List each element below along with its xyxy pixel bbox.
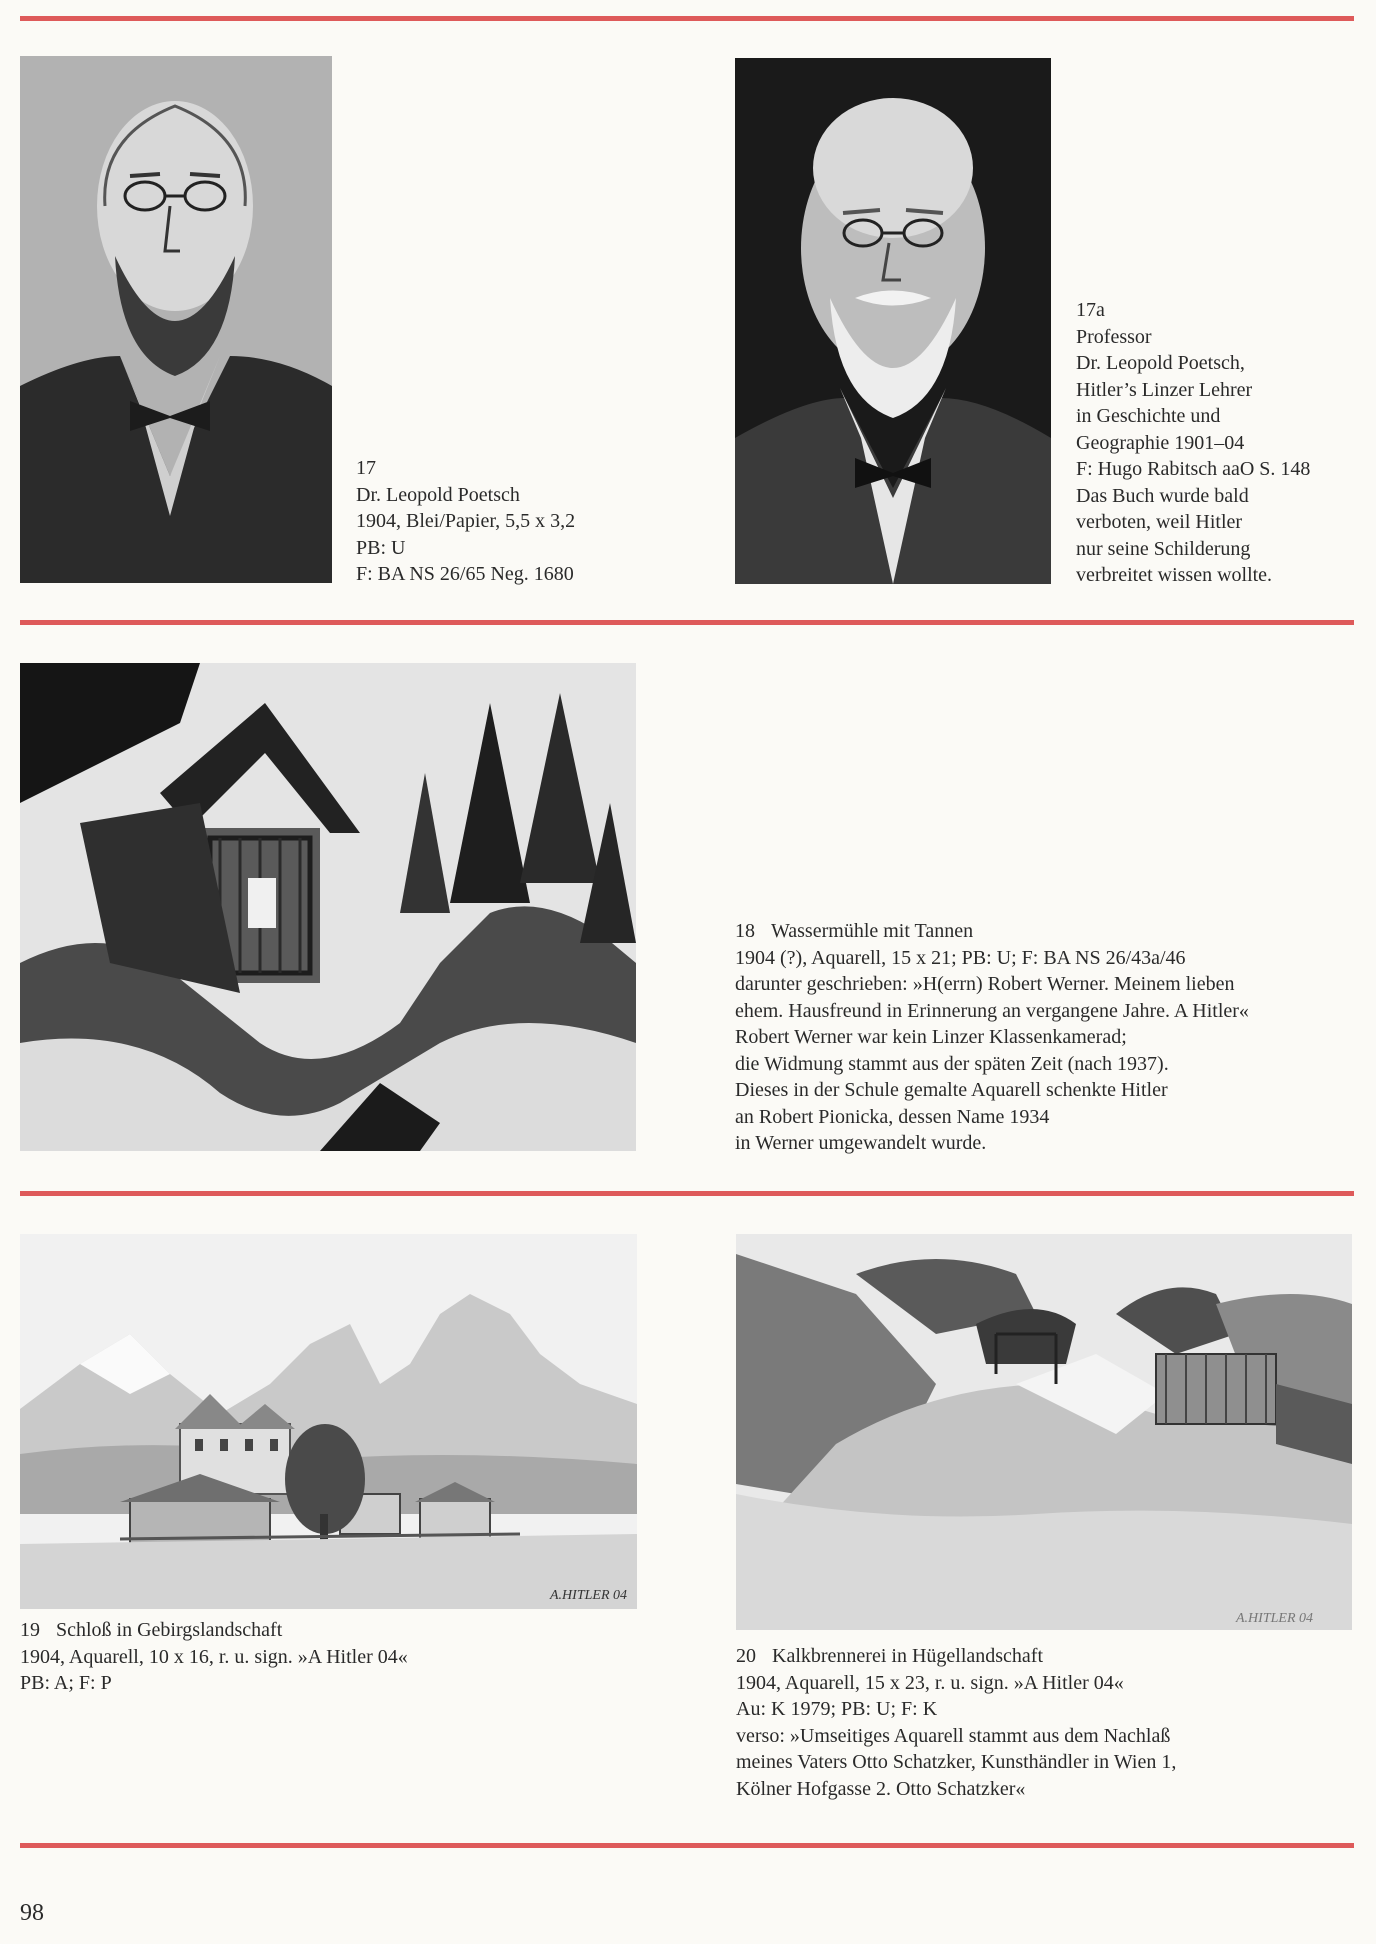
- caption-18-line: darunter geschrieben: »H(errn) Robert Werner. Meinem lieben: [735, 973, 1235, 995]
- caption-18-line: an Robert Pionicka, dessen Name 1934: [735, 1105, 1050, 1128]
- caption-20-line: Kölner Hofgasse 2. Otto Schatzker«: [736, 1777, 1026, 1800]
- caption-17a-line: nur seine Schilderung: [1076, 537, 1251, 560]
- caption-18-line: ehem. Hausfreund in Erinnerung an vergangene Jahre. A Hitler«: [735, 999, 1249, 1022]
- caption-20-line: 1904, Aquarell, 15 x 23, r. u. sign. »A Hitler 04«: [736, 1671, 1124, 1694]
- section-rule-2: [20, 1191, 1354, 1196]
- caption-17a-line: Hitler’s Linzer Lehrer: [1076, 378, 1253, 401]
- caption-17a-line: verbreitet wissen wollte.: [1076, 564, 1273, 586]
- caption-20-line: Au: K 1979; PB: U; F: K: [736, 1698, 938, 1720]
- top-rule: [20, 16, 1354, 21]
- caption-19: [20, 1617, 408, 1697]
- page-number: 98: [20, 1900, 44, 1926]
- caption-17-number: 17: [356, 457, 376, 479]
- bottom-rule: [20, 1843, 1354, 1848]
- caption-17a-line: Professor: [1076, 325, 1152, 348]
- caption-19-title: Schloß in Gebirgslandschaft: [56, 1619, 283, 1641]
- caption-17-line: PB: U: [356, 536, 406, 559]
- caption-17-line: 1904, Blei/Papier, 5,5 x 3,2: [356, 510, 576, 532]
- caption-17a-number: 17a: [1076, 299, 1105, 321]
- figure-20-signature: A.HITLER 04: [1236, 1611, 1313, 1626]
- caption-18-line: 1904 (?), Aquarell, 15 x 21; PB: U; F: BA NS 26/43a/46: [735, 946, 1186, 969]
- caption-17a-line: Das Buch wurde bald: [1076, 484, 1249, 507]
- caption-17a: [1076, 297, 1310, 589]
- figure-19-signature: A.HITLER 04: [550, 1588, 627, 1603]
- caption-20-heading: [736, 1643, 1176, 1670]
- caption-17a-line: F: Hugo Rabitsch aaO S. 148: [1076, 458, 1311, 480]
- figure-17-pencil-portrait: [20, 56, 332, 583]
- caption-18-line: in Werner umgewandelt wurde.: [735, 1132, 987, 1154]
- caption-17: [356, 455, 575, 588]
- section-rule-1: [20, 620, 1354, 625]
- caption-20-number: 20: [736, 1645, 756, 1667]
- caption-20: [736, 1643, 1176, 1802]
- caption-17a-line: in Geschichte und: [1076, 405, 1221, 427]
- caption-20-line: meines Vaters Otto Schatzker, Kunsthändler in Wien 1,: [736, 1751, 1177, 1773]
- caption-17a-line: Dr. Leopold Poetsch,: [1076, 352, 1245, 374]
- figure-17a-photo-portrait: [735, 58, 1051, 584]
- caption-18-line: die Widmung stammt aus der späten Zeit (nach 1937).: [735, 1052, 1169, 1075]
- caption-19-line: 1904, Aquarell, 10 x 16, r. u. sign. »A Hitler 04«: [20, 1645, 408, 1668]
- caption-17a-line: Geographie 1901–04: [1076, 431, 1245, 454]
- caption-17a-line: verboten, weil Hitler: [1076, 511, 1243, 533]
- caption-18-title: Wassermühle mit Tannen: [771, 920, 974, 942]
- caption-18-number: 18: [735, 920, 755, 942]
- caption-20-line: verso: »Umseitiges Aquarell stammt aus dem Nachlaß: [736, 1724, 1171, 1747]
- caption-18-heading: [735, 918, 1249, 945]
- caption-19-number: 19: [20, 1619, 40, 1641]
- caption-20-title: Kalkbrennerei in Hügellandschaft: [772, 1645, 1044, 1667]
- caption-19-heading: [20, 1617, 408, 1644]
- figure-20-limekiln-painting: [736, 1234, 1352, 1630]
- caption-17-line: Dr. Leopold Poetsch: [356, 483, 520, 506]
- figure-19-castle-painting: [20, 1234, 637, 1609]
- caption-19-line: PB: A; F: P: [20, 1672, 112, 1694]
- caption-18-line: Robert Werner war kein Linzer Klassenkamerad;: [735, 1026, 1127, 1048]
- figure-18-watermill-painting: [20, 663, 636, 1151]
- caption-18: [735, 918, 1249, 1157]
- caption-17-line: F: BA NS 26/65 Neg. 1680: [356, 563, 574, 585]
- caption-18-line: Dieses in der Schule gemalte Aquarell schenkte Hitler: [735, 1079, 1168, 1101]
